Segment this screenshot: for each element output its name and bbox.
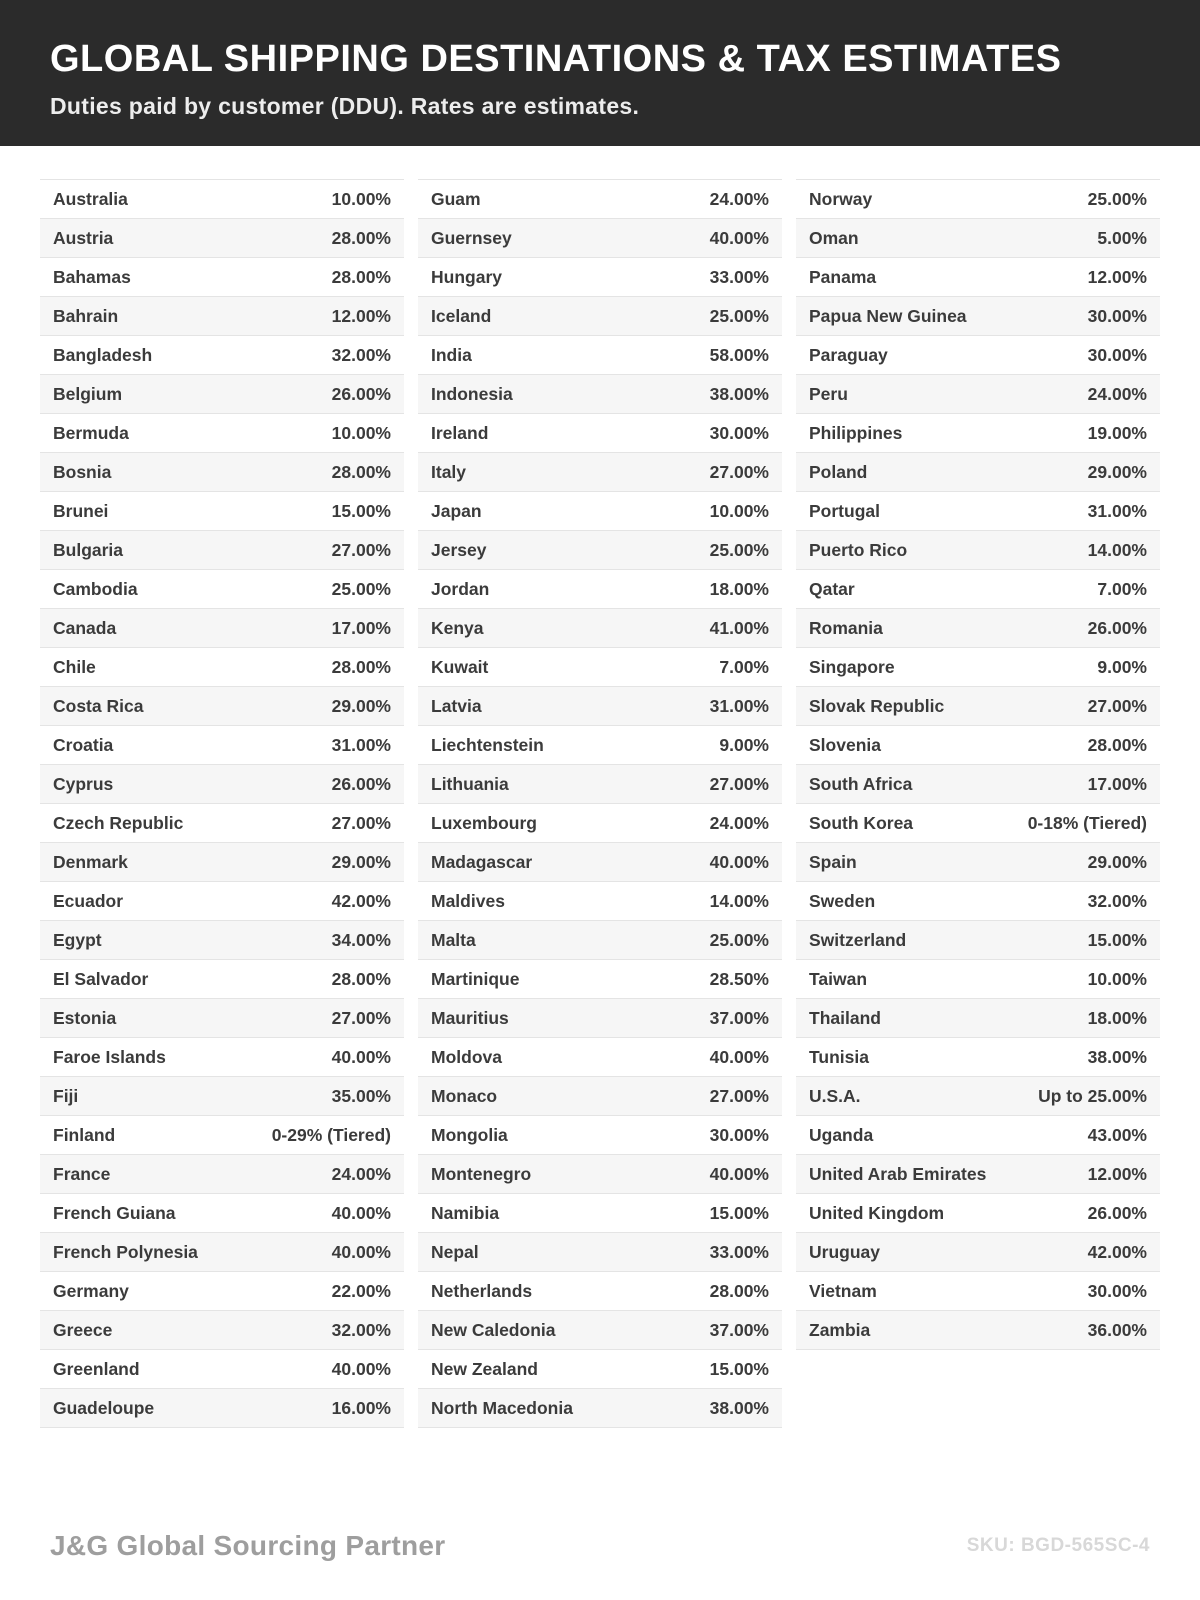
country-name: Uruguay (809, 1241, 880, 1262)
rate-row (40, 219, 404, 258)
rate-row (40, 726, 404, 765)
tax-rate: 30.00% (1087, 305, 1147, 326)
rate-row (418, 180, 782, 219)
country-name: Faroe Islands (53, 1046, 166, 1067)
tax-rate: 30.00% (709, 422, 769, 443)
rate-row (418, 1155, 782, 1194)
tax-rate: 17.00% (1087, 773, 1147, 794)
rate-row (418, 765, 782, 804)
tax-rate: 29.00% (331, 695, 391, 716)
rates-grid (0, 179, 1200, 1428)
country-name: Tunisia (809, 1046, 869, 1067)
rate-row (796, 1233, 1160, 1272)
tax-rate: 0-29% (Tiered) (271, 1124, 391, 1145)
tax-rate: 9.00% (1097, 656, 1147, 677)
tax-rate: 27.00% (709, 773, 769, 794)
country-name: Romania (809, 617, 883, 638)
tax-rate: 42.00% (1087, 1241, 1147, 1262)
tax-rate: 25.00% (1087, 188, 1147, 209)
country-name: Costa Rica (53, 695, 144, 716)
rate-row (40, 1389, 404, 1428)
rate-row (418, 687, 782, 726)
rate-row (418, 531, 782, 570)
country-name: United Arab Emirates (809, 1163, 987, 1184)
tax-rate: 40.00% (331, 1358, 391, 1379)
country-name: Peru (809, 383, 848, 404)
country-name: Croatia (53, 734, 114, 755)
country-name: Austria (53, 227, 114, 248)
tax-rate: 38.00% (709, 1397, 769, 1418)
rate-row (418, 219, 782, 258)
tax-rate: 26.00% (331, 383, 391, 404)
rate-row (796, 375, 1160, 414)
country-name: Switzerland (809, 929, 907, 950)
rate-row (418, 843, 782, 882)
rate-row (40, 609, 404, 648)
rate-row (40, 453, 404, 492)
rate-row (796, 960, 1160, 999)
country-name: Spain (809, 851, 857, 872)
footer (0, 1510, 1200, 1600)
rate-row (796, 258, 1160, 297)
country-name: Estonia (53, 1007, 117, 1028)
rate-row (40, 804, 404, 843)
rate-row (418, 570, 782, 609)
country-name: Bosnia (53, 461, 112, 482)
tax-rate: 25.00% (709, 539, 769, 560)
tax-rate: 29.00% (331, 851, 391, 872)
tax-rate: 41.00% (709, 617, 769, 638)
tax-rate: 40.00% (331, 1241, 391, 1262)
country-name: Slovenia (809, 734, 881, 755)
tax-rate: 24.00% (709, 812, 769, 833)
tax-rate: 37.00% (709, 1007, 769, 1028)
country-name: Greenland (53, 1358, 140, 1379)
tax-rate: 27.00% (709, 461, 769, 482)
rate-row (418, 1350, 782, 1389)
country-name: French Guiana (53, 1202, 176, 1223)
tax-rate: 19.00% (1087, 422, 1147, 443)
page-subtitle: Duties paid by customer (DDU). Rates are estimates. (50, 93, 640, 119)
tax-rate: 5.00% (1097, 227, 1147, 248)
tax-rate: 28.00% (331, 656, 391, 677)
rate-row (40, 1311, 404, 1350)
country-name: Ireland (431, 422, 489, 443)
country-name: Poland (809, 461, 868, 482)
tax-rate: 9.00% (719, 734, 769, 755)
country-name: Latvia (431, 695, 482, 716)
page-title: GLOBAL SHIPPING DESTINATIONS & TAX ESTIMATES (50, 38, 1062, 80)
rate-row (418, 297, 782, 336)
tax-rate: 31.00% (709, 695, 769, 716)
rate-row (40, 297, 404, 336)
country-name: El Salvador (53, 968, 149, 989)
tax-rate: 29.00% (1087, 461, 1147, 482)
country-name: Czech Republic (53, 812, 184, 833)
rate-row (796, 687, 1160, 726)
rates-column-2 (418, 179, 782, 1428)
country-name: U.S.A. (809, 1085, 861, 1106)
rate-row (796, 609, 1160, 648)
rate-row (796, 882, 1160, 921)
rate-row (40, 1272, 404, 1311)
tax-rate: 34.00% (331, 929, 391, 950)
rate-row (40, 921, 404, 960)
tax-rate: 31.00% (331, 734, 391, 755)
tax-rate: 15.00% (709, 1202, 769, 1223)
rate-row (796, 999, 1160, 1038)
country-name: Canada (53, 617, 117, 638)
tax-rate: 18.00% (709, 578, 769, 599)
country-name: Australia (53, 188, 128, 209)
tax-rate: 28.00% (331, 968, 391, 989)
country-name: Cyprus (53, 773, 114, 794)
country-name: Jordan (431, 578, 490, 599)
country-name: Liechtenstein (431, 734, 544, 755)
country-name: Brunei (53, 500, 109, 521)
country-name: Vietnam (809, 1280, 877, 1301)
rate-row (40, 687, 404, 726)
country-name: France (53, 1163, 111, 1184)
rate-row (796, 570, 1160, 609)
country-name: Zambia (809, 1319, 871, 1340)
rate-row (418, 1116, 782, 1155)
country-name: Monaco (431, 1085, 498, 1106)
country-name: Malta (431, 929, 476, 950)
rate-row (796, 492, 1160, 531)
tax-rate: 28.00% (331, 266, 391, 287)
tax-rate: 10.00% (331, 422, 391, 443)
country-name: Bangladesh (53, 344, 153, 365)
rate-row (418, 1311, 782, 1350)
rate-row (418, 609, 782, 648)
rate-row (796, 297, 1160, 336)
tax-rate: 33.00% (709, 1241, 769, 1262)
rate-row (418, 1038, 782, 1077)
tax-rate: 43.00% (1087, 1124, 1147, 1145)
rate-row (418, 414, 782, 453)
tax-rate: 40.00% (331, 1046, 391, 1067)
country-name: Indonesia (431, 383, 513, 404)
tax-rate: 28.00% (709, 1280, 769, 1301)
rate-row (40, 492, 404, 531)
country-name: Iceland (431, 305, 492, 326)
country-name: Guam (431, 188, 481, 209)
tax-rate: 14.00% (709, 890, 769, 911)
tax-rate: 24.00% (709, 188, 769, 209)
country-name: Namibia (431, 1202, 500, 1223)
country-name: Norway (809, 188, 873, 209)
rate-row (40, 648, 404, 687)
country-name: India (431, 344, 472, 365)
rate-row (40, 1116, 404, 1155)
tax-rate: 27.00% (331, 539, 391, 560)
rate-row (40, 570, 404, 609)
country-name: Greece (53, 1319, 113, 1340)
tax-rate: 26.00% (1087, 1202, 1147, 1223)
rate-row (796, 453, 1160, 492)
rate-row (418, 1233, 782, 1272)
sku-label: SKU: BGD-565SC-4 (966, 1535, 1150, 1556)
country-name: Puerto Rico (809, 539, 908, 560)
country-name: Jersey (431, 539, 487, 560)
rate-row (40, 882, 404, 921)
country-name: New Caledonia (431, 1319, 556, 1340)
tax-rate: 42.00% (331, 890, 391, 911)
tax-rate: 15.00% (1087, 929, 1147, 950)
country-name: Bulgaria (53, 539, 124, 560)
tax-rate: 28.50% (709, 968, 769, 989)
rate-row (796, 336, 1160, 375)
tax-rate: 17.00% (331, 617, 391, 638)
country-name: Luxembourg (431, 812, 537, 833)
country-name: Montenegro (431, 1163, 532, 1184)
tax-rate: 58.00% (709, 344, 769, 365)
rate-row (40, 375, 404, 414)
tax-rate: 10.00% (709, 500, 769, 521)
country-name: Sweden (809, 890, 876, 911)
tax-rate: 32.00% (331, 344, 391, 365)
country-name: Portugal (809, 500, 880, 521)
tax-rate: 37.00% (709, 1319, 769, 1340)
tax-rate: 28.00% (331, 461, 391, 482)
rate-row (418, 1077, 782, 1116)
country-name: Oman (809, 227, 859, 248)
rate-row (40, 531, 404, 570)
rate-row (796, 531, 1160, 570)
country-name: Hungary (431, 266, 502, 287)
country-name: Belgium (53, 383, 123, 404)
tax-rate: 10.00% (331, 188, 391, 209)
tax-rate: 26.00% (1087, 617, 1147, 638)
tax-rate: Up to 25.00% (1038, 1085, 1147, 1106)
rate-row (796, 1311, 1160, 1350)
country-name: Finland (53, 1124, 116, 1145)
country-name: New Zealand (431, 1358, 538, 1379)
country-name: Denmark (53, 851, 128, 872)
country-name: Netherlands (431, 1280, 533, 1301)
country-name: Fiji (53, 1085, 79, 1106)
rate-row (418, 960, 782, 999)
tax-rate: 28.00% (331, 227, 391, 248)
tax-rate: 7.00% (1097, 578, 1147, 599)
tax-rate: 36.00% (1087, 1319, 1147, 1340)
rate-row (40, 1077, 404, 1116)
country-name: South Africa (809, 773, 913, 794)
rate-row (796, 1194, 1160, 1233)
country-name: Thailand (809, 1007, 881, 1028)
country-name: French Polynesia (53, 1241, 198, 1262)
country-name: Paraguay (809, 344, 888, 365)
rate-row (418, 492, 782, 531)
rate-row (40, 999, 404, 1038)
tax-rate: 12.00% (1087, 1163, 1147, 1184)
tax-rate: 7.00% (719, 656, 769, 677)
tax-rate: 40.00% (709, 1046, 769, 1067)
rate-row (418, 804, 782, 843)
country-name: Moldova (431, 1046, 502, 1067)
tax-rate: 10.00% (1087, 968, 1147, 989)
country-name: Panama (809, 266, 877, 287)
rate-row (418, 1194, 782, 1233)
rate-row (40, 1233, 404, 1272)
tax-rate: 38.00% (709, 383, 769, 404)
rate-row (40, 180, 404, 219)
rate-row (40, 1038, 404, 1077)
tax-rate: 28.00% (1087, 734, 1147, 755)
rate-row (418, 999, 782, 1038)
rate-row (796, 414, 1160, 453)
tax-rate: 27.00% (331, 1007, 391, 1028)
tax-rate: 15.00% (709, 1358, 769, 1379)
country-name: Guadeloupe (53, 1397, 155, 1418)
country-name: Martinique (431, 968, 520, 989)
tax-rate: 30.00% (1087, 344, 1147, 365)
country-name: Bahamas (53, 266, 131, 287)
rate-row (40, 843, 404, 882)
tax-rate: 40.00% (709, 1163, 769, 1184)
rate-row (418, 1272, 782, 1311)
rate-row (796, 921, 1160, 960)
tax-rate: 22.00% (331, 1280, 391, 1301)
rate-row (418, 921, 782, 960)
rate-row (796, 765, 1160, 804)
rate-row (418, 726, 782, 765)
country-name: Slovak Republic (809, 695, 945, 716)
rates-column-3 (796, 179, 1160, 1350)
tax-rate: 12.00% (331, 305, 391, 326)
country-name: Taiwan (809, 968, 868, 989)
tax-rate: 16.00% (331, 1397, 391, 1418)
tax-rate: 29.00% (1087, 851, 1147, 872)
tax-rate: 27.00% (1087, 695, 1147, 716)
tax-rate: 24.00% (1087, 383, 1147, 404)
country-name: Chile (53, 656, 96, 677)
country-name: Bermuda (53, 422, 129, 443)
rate-row (796, 1038, 1160, 1077)
rate-row (796, 648, 1160, 687)
rate-row (418, 1389, 782, 1428)
country-name: Lithuania (431, 773, 509, 794)
rate-row (796, 180, 1160, 219)
country-name: North Macedonia (431, 1397, 573, 1418)
tax-rate: 18.00% (1087, 1007, 1147, 1028)
tax-rate: 25.00% (709, 305, 769, 326)
rate-row (418, 882, 782, 921)
header (0, 0, 1200, 146)
country-name: Bahrain (53, 305, 119, 326)
rate-row (40, 765, 404, 804)
rate-row (418, 648, 782, 687)
tax-rate: 25.00% (709, 929, 769, 950)
tax-rate: 25.00% (331, 578, 391, 599)
country-name: Guernsey (431, 227, 512, 248)
tax-rate: 30.00% (1087, 1280, 1147, 1301)
country-name: Japan (431, 500, 482, 521)
tax-rate: 33.00% (709, 266, 769, 287)
brand-text: J&G Global Sourcing Partner (50, 1530, 446, 1561)
country-name: Egypt (53, 929, 102, 950)
country-name: Nepal (431, 1241, 479, 1262)
rate-row (796, 219, 1160, 258)
rate-row (796, 1116, 1160, 1155)
rate-row (418, 336, 782, 375)
rate-row (796, 1077, 1160, 1116)
country-name: Mongolia (431, 1124, 508, 1145)
tax-rate: 32.00% (331, 1319, 391, 1340)
country-name: Madagascar (431, 851, 533, 872)
tax-rate: 14.00% (1087, 539, 1147, 560)
rate-row (796, 1272, 1160, 1311)
tax-rate: 40.00% (709, 851, 769, 872)
rate-row (40, 960, 404, 999)
country-name: South Korea (809, 812, 914, 833)
tax-rate: 0-18% (Tiered) (1027, 812, 1147, 833)
country-name: United Kingdom (809, 1202, 945, 1223)
rate-row (796, 1155, 1160, 1194)
tax-rate: 24.00% (331, 1163, 391, 1184)
tax-rate: 40.00% (709, 227, 769, 248)
tax-rate: 15.00% (331, 500, 391, 521)
rate-row (40, 336, 404, 375)
country-name: Uganda (809, 1124, 874, 1145)
country-name: Kenya (431, 617, 484, 638)
rate-row (40, 1155, 404, 1194)
country-name: Mauritius (431, 1007, 509, 1028)
country-name: Germany (53, 1280, 129, 1301)
tax-rate: 38.00% (1087, 1046, 1147, 1067)
country-name: Kuwait (431, 656, 489, 677)
rate-row (796, 726, 1160, 765)
country-name: Cambodia (53, 578, 138, 599)
country-name: Italy (431, 461, 467, 482)
tax-rate: 32.00% (1087, 890, 1147, 911)
tax-rate: 27.00% (331, 812, 391, 833)
rate-row (40, 414, 404, 453)
tax-rate: 27.00% (709, 1085, 769, 1106)
country-name: Maldives (431, 890, 505, 911)
rate-row (796, 843, 1160, 882)
country-name: Qatar (809, 578, 855, 599)
rate-row (418, 375, 782, 414)
tax-rate: 12.00% (1087, 266, 1147, 287)
rate-row (40, 1350, 404, 1389)
tax-rate: 35.00% (331, 1085, 391, 1106)
tax-rate: 30.00% (709, 1124, 769, 1145)
country-name: Ecuador (53, 890, 124, 911)
tax-rate: 26.00% (331, 773, 391, 794)
rates-column-1 (40, 179, 404, 1428)
rate-row (418, 453, 782, 492)
rate-row (40, 258, 404, 297)
tax-rate: 31.00% (1087, 500, 1147, 521)
country-name: Singapore (809, 656, 895, 677)
rate-row (418, 258, 782, 297)
rate-row (40, 1194, 404, 1233)
country-name: Philippines (809, 422, 903, 443)
rate-row (796, 804, 1160, 843)
country-name: Papua New Guinea (809, 305, 967, 326)
tax-rate: 40.00% (331, 1202, 391, 1223)
